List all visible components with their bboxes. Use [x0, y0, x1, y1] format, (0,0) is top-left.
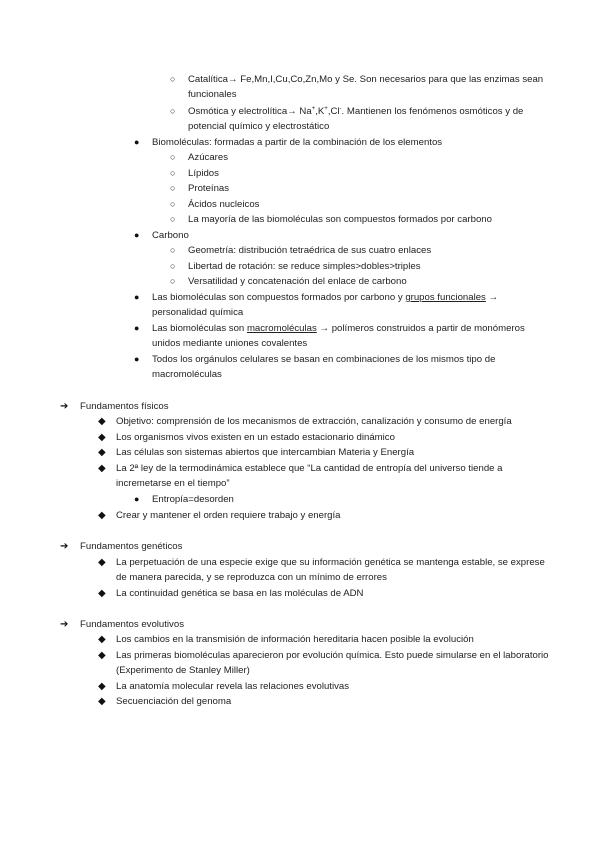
- filled-bullet-icon: ●: [134, 292, 140, 302]
- hollow-bullet-icon: ○: [170, 106, 176, 116]
- list-item: La anatomía molecular revela las relaciones evolutivas: [116, 681, 350, 692]
- bullet-text: Todos los orgánulos celulares se basan en combinaciones de los mismos tipo de: [152, 354, 496, 365]
- list-item: La mayoría de las biomoléculas son compuestos formados por carbono: [188, 214, 492, 225]
- osmotica-cont: potencial químico y electrostático: [188, 121, 330, 132]
- diamond-bullet-icon: ◆: [98, 416, 106, 427]
- arrow-bullet-icon: ➔: [60, 541, 69, 552]
- list-item-cont: incremetarse en el tiempo”: [116, 478, 230, 489]
- list-item: Los cambios en la transmisión de información hereditaria hacen posible la evolución: [116, 634, 474, 645]
- hollow-bullet-icon: ○: [170, 152, 176, 162]
- list-item: Objetivo: comprensión de los mecanismos de extracción, canalización y consumo de energía: [116, 416, 512, 427]
- arrow-bullet-icon: ➔: [60, 619, 69, 630]
- bullet-cont: personalidad química: [152, 307, 244, 318]
- hollow-bullet-icon: ○: [170, 183, 176, 193]
- list-item: Las primeras biomoléculas aparecieron por evolución química. Esto puede simularse en el laboratorio: [116, 650, 549, 661]
- diamond-bullet-icon: ◆: [98, 696, 106, 707]
- diamond-bullet-icon: ◆: [98, 681, 106, 692]
- diamond-bullet-icon: ◆: [98, 510, 106, 521]
- list-item-cont: (Experimento de Stanley Miller): [116, 665, 250, 676]
- diamond-bullet-icon: ◆: [98, 447, 106, 458]
- diamond-bullet-icon: ◆: [98, 650, 106, 661]
- list-item: Versatilidad y concatenación del enlace de carbono: [188, 276, 407, 287]
- section-title: Fundamentos genéticos: [80, 541, 183, 552]
- grupos-funcionales-link: grupos funcionales: [405, 292, 486, 303]
- list-item: Azúcares: [188, 152, 228, 163]
- diamond-bullet-icon: ◆: [98, 432, 106, 443]
- filled-bullet-icon: ●: [134, 230, 140, 240]
- list-item: Los organismos vivos existen en un estado estacionario dinámico: [116, 432, 395, 443]
- catalitica-text: Catalítica→ Fe,Mn,I,Cu,Co,Zn,Mo y Se. Son necesarios para que las enzimas sean: [188, 74, 544, 85]
- list-item: Libertad de rotación: se reduce simples>dobles>triples: [188, 261, 421, 272]
- hollow-bullet-icon: ○: [170, 199, 176, 209]
- filled-bullet-icon: ●: [134, 494, 140, 504]
- list-item: Lípidos: [188, 168, 219, 179]
- bullet-cont: macromoléculas: [152, 369, 222, 380]
- list-item: La perpetuación de una especie exige que su información genética se mantenga estable, se exprese: [116, 557, 545, 568]
- hollow-bullet-icon: ○: [170, 74, 176, 84]
- diamond-bullet-icon: ◆: [98, 588, 106, 599]
- list-item: Geometría: distribución tetraédrica de sus cuatro enlaces: [188, 245, 432, 256]
- osmotica-text: Osmótica y electrolítica→ Na+,K+,Cl-. Mantienen los fenómenos osmóticos y de: [188, 105, 524, 117]
- bullet-text: Las biomoléculas son compuestos formados por carbono y grupos funcionales →: [152, 292, 499, 303]
- hollow-bullet-icon: ○: [170, 245, 176, 255]
- diamond-bullet-icon: ◆: [98, 634, 106, 645]
- bullet-cont: unidos mediante uniones covalentes: [152, 338, 308, 349]
- bullet-text: Las biomoléculas son macromoléculas → polímeros construidos a partir de monómeros: [152, 323, 525, 334]
- catalitica-cont: funcionales: [188, 89, 237, 100]
- list-item: La 2ª ley de la termodinámica establece que “La cantidad de entropía del universo tiende a: [116, 463, 503, 474]
- hollow-bullet-icon: ○: [170, 261, 176, 271]
- list-item: Crear y mantener el orden requiere trabajo y energía: [116, 510, 341, 521]
- list-item-cont: de manera parecida, y se reproduzca con un mínimo de errores: [116, 572, 387, 583]
- section-title: Fundamentos físicos: [80, 401, 169, 412]
- list-item: Las células son sistemas abiertos que intercambian Materia y Energía: [116, 447, 415, 458]
- diamond-bullet-icon: ◆: [98, 463, 106, 474]
- macromoleculas-link: macromoléculas: [246, 323, 317, 334]
- hollow-bullet-icon: ○: [170, 214, 176, 224]
- list-item: Ácidos nucleicos: [188, 199, 260, 210]
- list-item: La continuidad genética se basa en las moléculas de ADN: [116, 588, 364, 599]
- biomoleculas-label: Biomoléculas: formadas a partir de la combinación de los elementos: [152, 137, 443, 148]
- section-title: Fundamentos evolutivos: [80, 619, 184, 630]
- filled-bullet-icon: ●: [134, 323, 140, 333]
- arrow-bullet-icon: ➔: [60, 401, 69, 412]
- filled-bullet-icon: ●: [134, 137, 140, 147]
- list-item: Proteínas: [188, 183, 230, 194]
- hollow-bullet-icon: ○: [170, 276, 176, 286]
- filled-bullet-icon: ●: [134, 354, 140, 364]
- sub-item: Entropía=desorden: [152, 494, 234, 505]
- diamond-bullet-icon: ◆: [98, 557, 106, 568]
- list-item: Secuenciación del genoma: [116, 696, 232, 707]
- hollow-bullet-icon: ○: [170, 168, 176, 178]
- carbono-label: Carbono: [152, 230, 189, 241]
